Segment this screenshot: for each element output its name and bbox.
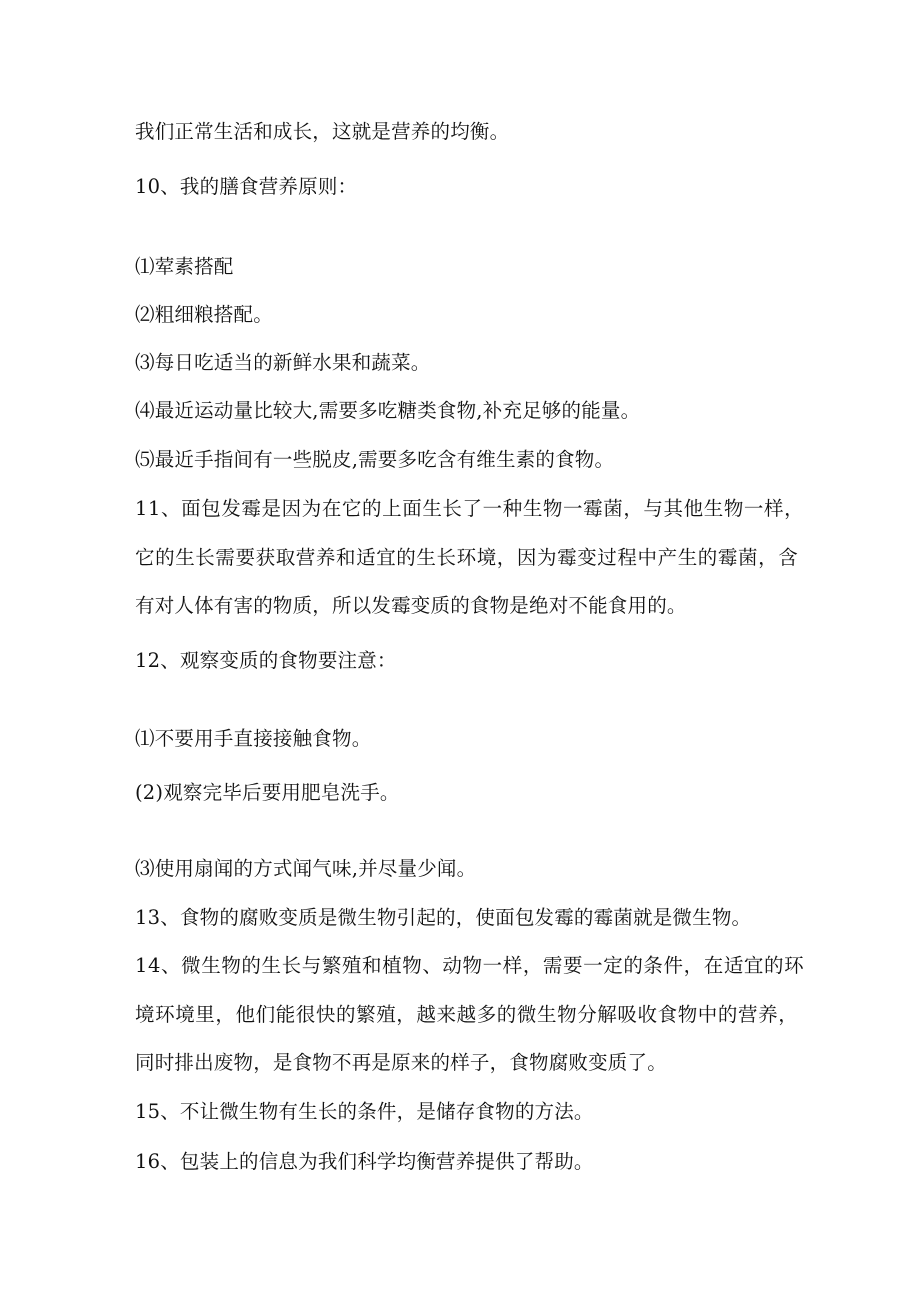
list-item: (2)观察完毕后要用肥皂洗手。 bbox=[135, 781, 400, 804]
list-item: ⑷最近运动量比较大,需要多吃糖类食物,补充足够的能量。 bbox=[135, 399, 641, 422]
section-paragraph-14: 14、微生物的生长与繁殖和植物、动物一样，需要一定的条件，在适宜的环 bbox=[135, 954, 805, 977]
list-item: ⑸最近手指间有一些脱皮,需要多吃含有维生素的食物。 bbox=[135, 448, 615, 471]
paragraph-line: 它的生长需要获取营养和适宜的生长环境，因为霉变过程中产生的霉菌，含 bbox=[135, 546, 799, 569]
paragraph-line: 同时排出废物，是食物不再是原来的样子，食物腐败变质了。 bbox=[135, 1051, 667, 1074]
list-item: ⑴荤素搭配 bbox=[135, 255, 234, 278]
section-paragraph-16: 16、包装上的信息为我们科学均衡营养提供了帮助。 bbox=[135, 1150, 594, 1173]
paragraph-line: 境环境里，他们能很快的繁殖，越来越多的微生物分解吸收食物中的营养， bbox=[135, 1003, 799, 1026]
section-paragraph-11: 11、面包发霉是因为在它的上面生长了一种生物一霉菌，与其他生物一样， bbox=[135, 497, 805, 520]
paragraph-line: 有对人体有害的物质，所以发霉变质的食物是绝对不能食用的。 bbox=[135, 594, 687, 617]
section-paragraph-15: 15、不让微生物有生长的条件，是储存食物的方法。 bbox=[135, 1100, 594, 1123]
list-item: ⑶每日吃适当的新鲜水果和蔬菜。 bbox=[135, 351, 431, 374]
section-paragraph-13: 13、食物的腐败变质是微生物引起的，使面包发霉的霉菌就是微生物。 bbox=[135, 906, 752, 929]
list-item: ⑵粗细粮搭配。 bbox=[135, 303, 273, 326]
section-heading-12: 12、观察变质的食物要注意： bbox=[135, 649, 397, 672]
section-heading-10: 10、我的膳食营养原则： bbox=[135, 175, 358, 198]
paragraph-line: 我们正常生活和成长，这就是营养的均衡。 bbox=[135, 120, 510, 143]
list-item: ⑶使用扇闻的方式闻气味,并尽量少闻。 bbox=[135, 857, 477, 880]
list-item: ⑴不要用手直接接触食物。 bbox=[135, 727, 372, 750]
